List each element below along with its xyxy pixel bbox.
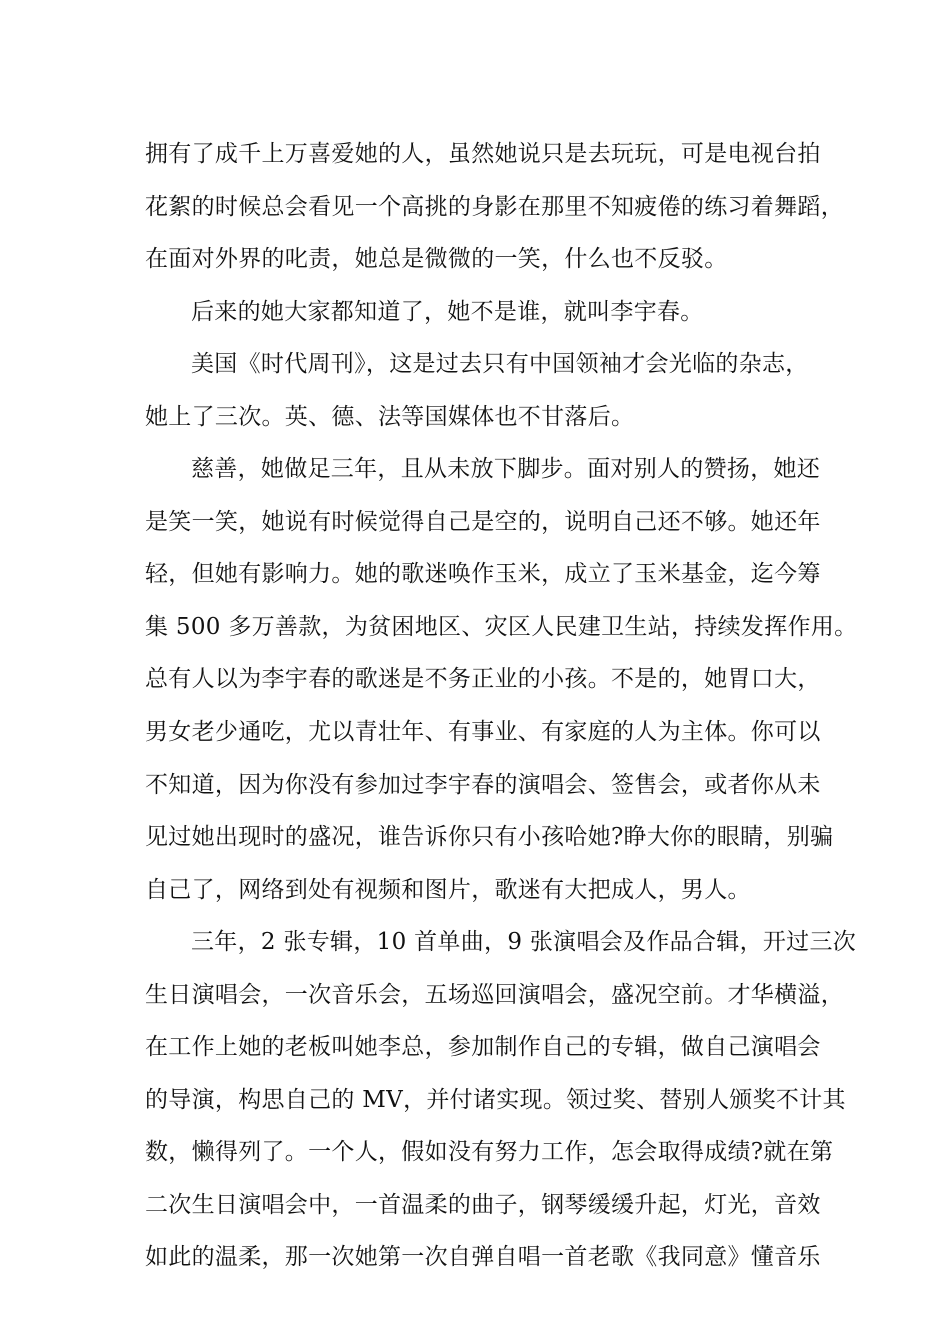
text-line: 总有人以为李宇春的歌迷是不务正业的小孩。不是的，她胃口大， [145,666,821,693]
text-line: 在工作上她的老板叫她李总，参加制作自己的专辑，做自己演唱会 [145,1034,821,1061]
text-line: 是笑一笑，她说有时候觉得自己是空的，说明自己还不够。她还年 [145,508,821,535]
text-line: 如此的温柔，那一次她第一次自弹自唱一首老歌《我同意》懂音乐 [145,1244,821,1271]
text-line: 男女老少通吃，尤以青壮年、有事业、有家庭的人为主体。你可以 [145,719,821,746]
text-line: 她上了三次。英、德、法等国媒体也不甘落后。 [145,403,635,430]
text-line: 花絮的时候总会看见一个高挑的身影在那里不知疲倦的练习着舞蹈， [145,193,844,220]
text-line: 生日演唱会，一次音乐会，五场巡回演唱会，盛况空前。才华横溢， [145,981,844,1008]
text-line: 慈善，她做足三年，且从未放下脚步。面对别人的赞扬，她还 [191,456,821,483]
text-line: 美国《时代周刊》，这是过去只有中国领袖才会光临的杂志， [191,351,809,378]
text-line: 二次生日演唱会中，一首温柔的曲子，钢琴缓缓升起，灯光，音效 [145,1191,821,1218]
text-line: 在面对外界的叱责，她总是微微的一笑，什么也不反驳。 [145,246,728,273]
body-text [145,132,858,1288]
text-line: 的导演，构思自己的 MV，并付诸实现。领过奖、替别人颁奖不计其 [145,1086,846,1113]
text-line: 后来的她大家都知道了，她不是谁，就叫李宇春。 [191,298,704,325]
text-line: 集 500 多万善款，为贫困地区、灾区人民建卫生站，持续发挥作用。 [145,613,858,640]
text-line: 三年，2 张专辑，10 首单曲，9 张演唱会及作品合辑，开过三次 [191,929,857,956]
text-line: 自己了，网络到处有视频和图片，歌迷有大把成人，男人。 [145,876,751,903]
text-line: 轻，但她有影响力。她的歌迷唤作玉米，成立了玉米基金，迄今筹 [145,561,821,588]
text-line: 数，懒得列了。一个人，假如没有努力工作，怎会取得成绩?就在第 [145,1139,834,1166]
text-line: 见过她出现时的盛况，谁告诉你只有小孩哈她?睁大你的眼睛，别骗 [145,824,834,851]
text-line: 拥有了成千上万喜爱她的人，虽然她说只是去玩玩，可是电视台拍 [145,141,821,167]
text-line: 不知道，因为你没有参加过李宇春的演唱会、签售会，或者你从未 [145,771,821,798]
